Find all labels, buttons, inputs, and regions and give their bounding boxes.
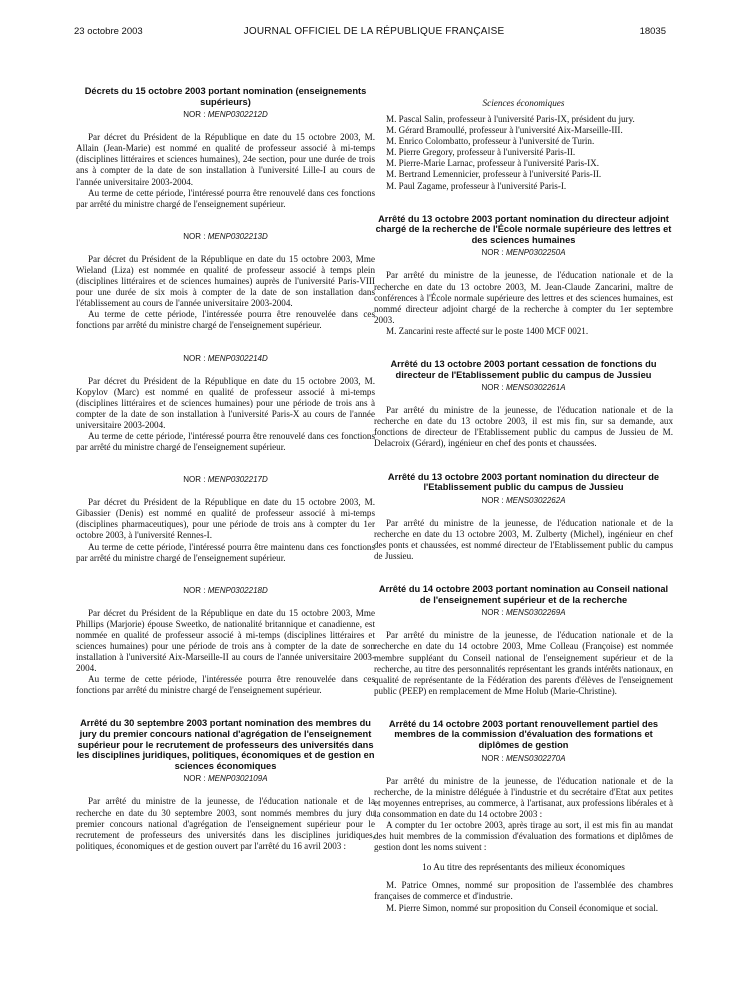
arrete-paragraph: Par arrêté du ministre de la jeunesse, de l'éducation nationale et de la recherche, de la ministre déléguée à l'industrie et du secrétaire d'Etat aux petites et moyennes entreprises, au commerce, à l'artisanat, aux professions libérales et à la consommation en date du 14 octobre 2003 :	[374, 775, 673, 819]
decree-paragraph: Par décret du Président de la République en date du 15 octobre 2003, M. Kopylov (Marc) est nommé en qualité de professeur associé à mi-temps (disciplines littéraires et de sciences humaines) pour une période de trois ans à compter de la date de son installation à l'université Paris-X au cours de l'année universitaire 2003-2004.	[76, 375, 375, 430]
left-column	[76, 86, 375, 864]
section-title: Arrêté du 13 octobre 2003 portant nomination du directeur de l'Etablissement public du campus de Jussieu	[387, 471, 660, 493]
nor-reference	[374, 383, 673, 393]
nor-code: MENP0302218D	[207, 585, 268, 595]
decree-paragraph: Au terme de cette période, l'intéressée pourra être renouvelée dans ces fonctions par arrêté du ministre chargé de l'enseignement supérieur.	[76, 674, 375, 696]
nor-reference	[76, 354, 375, 364]
section-decree-block	[76, 86, 375, 210]
jury-member: M. Pierre Gregory, professeur à l'université Paris-II.	[386, 147, 576, 158]
nor-code: MENS0302269A	[505, 608, 566, 618]
arrete-paragraph: M. Patrice Omnes, nommé sur proposition de l'assemblée des chambres françaises de commerce et d'industrie.	[374, 880, 673, 902]
section-title: Arrêté du 13 octobre 2003 portant cessation de fonctions du directeur de l'Etablissement public du campus de Jussieu	[390, 359, 657, 380]
nor-reference	[76, 586, 375, 596]
section-arrete	[374, 719, 673, 914]
nor-code: MENP0302214D	[207, 353, 268, 363]
decree-entry	[76, 232, 375, 332]
nor-code: MENP0302213D	[207, 231, 268, 241]
jury-member: M. Pierre-Marie Larnac, professeur à l'université Paris-IX.	[386, 158, 599, 169]
section-arrete	[374, 472, 673, 563]
section-title: Décrets du 15 octobre 2003 portant nomination (enseignements supérieurs)	[84, 86, 367, 107]
nor-label: NOR :	[481, 753, 504, 763]
arrete-paragraph: M. Zancarini reste affecté sur le poste 1400 MCF 0021.	[386, 325, 589, 336]
nor-reference	[374, 248, 673, 258]
jury-member: M. Paul Zagame, professeur à l'université Paris-I.	[386, 180, 567, 191]
subheading: 1o Au titre des représentants des milieux économiques	[422, 863, 625, 874]
section-arrete	[374, 584, 673, 697]
nor-label: NOR :	[481, 608, 504, 618]
jury-member: M. Bertrand Lemennicier, professeur à l'université Paris-II.	[386, 169, 602, 180]
nor-label: NOR :	[183, 353, 206, 363]
section-title: Arrêté du 13 octobre 2003 portant nomination du directeur adjoint chargé de la recherche de l'École normale supérieure des lettres et des sciences humaines	[375, 213, 672, 245]
arrete-paragraph: Par arrêté du ministre de la jeunesse, de l'éducation nationale et de la recherche en date du 13 octobre 2003, M. Zulberty (Michel), ingénieur en chef des ponts et chaussées, est nommé directeur de l'Etablissement public du campus de Jussieu.	[374, 517, 673, 562]
nor-reference	[374, 496, 673, 506]
arrete-paragraph: A compter du 1er octobre 2003, après tirage au sort, il est mis fin au mandat des huit membres de la commission d'évaluation des formations et diplômes de gestion dont les noms suivent :	[374, 820, 673, 853]
nor-code: MENP0302217D	[207, 475, 268, 485]
jury-member: M. Enrico Colombatto, professeur à l'université de Turin.	[386, 136, 595, 147]
nor-label: NOR :	[481, 248, 504, 258]
section-title: Arrêté du 14 octobre 2003 portant nomination au Conseil national de l'enseignement supérieur et de la recherche	[378, 584, 669, 605]
nor-label: NOR :	[183, 774, 206, 784]
decree-paragraph: Au terme de cette période, l'intéressé pourra être renouvelé dans ces fonctions par arrêté du ministre chargé de l'enseignement supérieur.	[76, 430, 375, 453]
nor-code: MENP0302109A	[207, 774, 268, 784]
arrete-paragraph: M. Pierre Simon, nommé sur proposition du Conseil économique et social.	[386, 902, 659, 913]
nor-code: MENS0302262A	[505, 495, 566, 505]
nor-reference	[374, 608, 673, 618]
nor-code: MENP0302212D	[207, 110, 268, 120]
decree-entry	[76, 354, 375, 454]
decree-paragraph: Par décret du Président de la République en date du 15 octobre 2003, M. Allain (Jean-Marie) est nommé en qualité de professeur associé à mi-temps (disciplines littéraires et sciences humaines), 24e section, pour une durée de trois ans à compter de la date de son installation à l'université Lille-I au cours de l'année universitaire 2003-2004.	[76, 132, 375, 187]
nor-reference	[76, 774, 375, 784]
nor-reference	[76, 232, 375, 242]
arrete-paragraph: Par arrêté du ministre de la jeunesse, de l'éducation nationale et de la recherche en date du 14 octobre 2003, Mme Colleau (Françoise) est nommée membre suppléant du Conseil national de l'enseignement supérieur et de la recherche, au titre des personnalités représentant les grands intérêts nationaux, en qualité de représentante de la Fédération des parents d'élèves de l'enseignement public (PEEP) en remplacement de Mme Holub (Marie-Christine).	[374, 630, 673, 696]
arrete-paragraph: Par arrêté du ministre de la jeunesse, de l'éducation nationale et de la recherche en date du 13 octobre 2003, M. Jean-Claude Zancarini, maître de conférences à l'École normale supérieure des lettres et des sciences humaines, est nommé directeur adjoint chargé de la recherche à compter du 1er septembre 2003.	[374, 270, 673, 325]
arrete-paragraph: Par arrêté du ministre de la jeunesse, de l'éducation nationale et de la recherche en date du 13 octobre 2003, il est mis fin, sur sa demande, aux fonctions de directeur de l'Etablissement public du campus de Jussieu de M. Delacroix (Gérard), ingénieur en chef des ponts et chaussées.	[374, 405, 673, 449]
header-page-number: 18035	[639, 26, 666, 37]
decree-entry	[76, 475, 375, 564]
header-date: 23 octobre 2003	[74, 26, 143, 37]
nor-label: NOR :	[481, 495, 504, 505]
nor-reference	[76, 110, 375, 120]
right-column	[374, 98, 673, 926]
section-title: Arrêté du 30 septembre 2003 portant nomination des membres du jury du premier concours national d'agrégation de l'enseignement supérieur pour le recrutement de professeurs des universités dans les disciplines juridiques, politiques, économiques et de gestion en sciences économiques	[76, 718, 375, 771]
nor-code: MENS0302261A	[505, 383, 566, 393]
nor-label: NOR :	[481, 383, 504, 393]
decree-paragraph: Au terme de cette période, l'intéressé pourra être maintenu dans ces fonctions par arrêté du ministre chargé de l'enseignement supérieur.	[76, 541, 375, 563]
decree-paragraph: Au terme de cette période, l'intéressé pourra être renouvelé dans ces fonctions par arrêté du ministre chargé de l'enseignement supérieur.	[76, 187, 375, 209]
nor-label: NOR :	[183, 475, 206, 485]
section-arrete	[374, 214, 673, 337]
subheading: Sciences économiques	[482, 98, 565, 108]
nor-reference	[374, 754, 673, 764]
section-title: Arrêté du 14 octobre 2003 portant renouvellement partiel des membres de la commission d'évaluation des formations et diplômes de gestion	[388, 718, 659, 751]
nor-code: MENS0302270A	[505, 753, 566, 763]
nor-label: NOR :	[183, 585, 206, 595]
arrete-paragraph: Par arrêté du ministre de la jeunesse, de l'éducation nationale et de la recherche en date du 30 septembre 2003, sont nommés membres du jury du premier concours national d'agrégation de l'enseignement supérieur pour le recrutement de professeurs des universités dans les disciplines juridiques, politiques, économiques et de gestion ouvert par l'arrêté du 16 avril 2003 :	[76, 796, 375, 851]
jury-member: M. Pascal Salin, professeur à l'université Paris-IX, président du jury.	[386, 114, 635, 124]
nor-label: NOR :	[183, 231, 206, 241]
nor-code: MENP0302250A	[505, 248, 566, 258]
jury-member: M. Gérard Bramoullé, professeur à l'université Aix-Marseille-III.	[386, 125, 623, 136]
section-arrete	[374, 359, 673, 450]
nor-label: NOR :	[183, 110, 206, 120]
section-arrete-jury	[76, 718, 375, 851]
decree-paragraph: Au terme de cette période, l'intéressée pourra être renouvelée dans ces fonctions par arrêté du ministre chargé de l'enseignement supérieur.	[76, 309, 375, 331]
decree-paragraph: Par décret du Président de la République en date du 15 octobre 2003, M. Gibassier (Denis) est nommé en qualité de professeur associé à mi-temps (disciplines pharmaceutiques), pour une période de trois ans à compter du 1er octobre 2003, à l'université Rennes-I.	[76, 497, 375, 541]
decree-paragraph: Par décret du Président de la République en date du 15 octobre 2003, Mme Wieland (Liza) est nommée en qualité de professeur associé à temps plein (disciplines littéraires et de sciences humaines) auprès de l'université Paris-VIII pour une durée de six mois à compter de la date de son installation dans l'établissement au cours de l'année universitaire 2003-2004.	[76, 253, 375, 309]
decree-entry	[76, 586, 375, 697]
header-title: JOURNAL OFFICIEL DE LA RÉPUBLIQUE FRANÇAISE	[243, 26, 505, 37]
nor-reference	[76, 475, 375, 485]
jury-list-block	[374, 98, 673, 192]
decree-paragraph: Par décret du Président de la République en date du 15 octobre 2003, Mme Phillips (Marjorie) épouse Sweetko, de nationalité britannique et canadienne, est nommée en qualité de professeur associé à mi-temps (disciplines littéraires et sciences humaines) pour une période de trois ans à compter de la date de son installation à l'université Aix-Marseille-II au cours de l'année universitaire 2003-2004.	[76, 607, 375, 674]
